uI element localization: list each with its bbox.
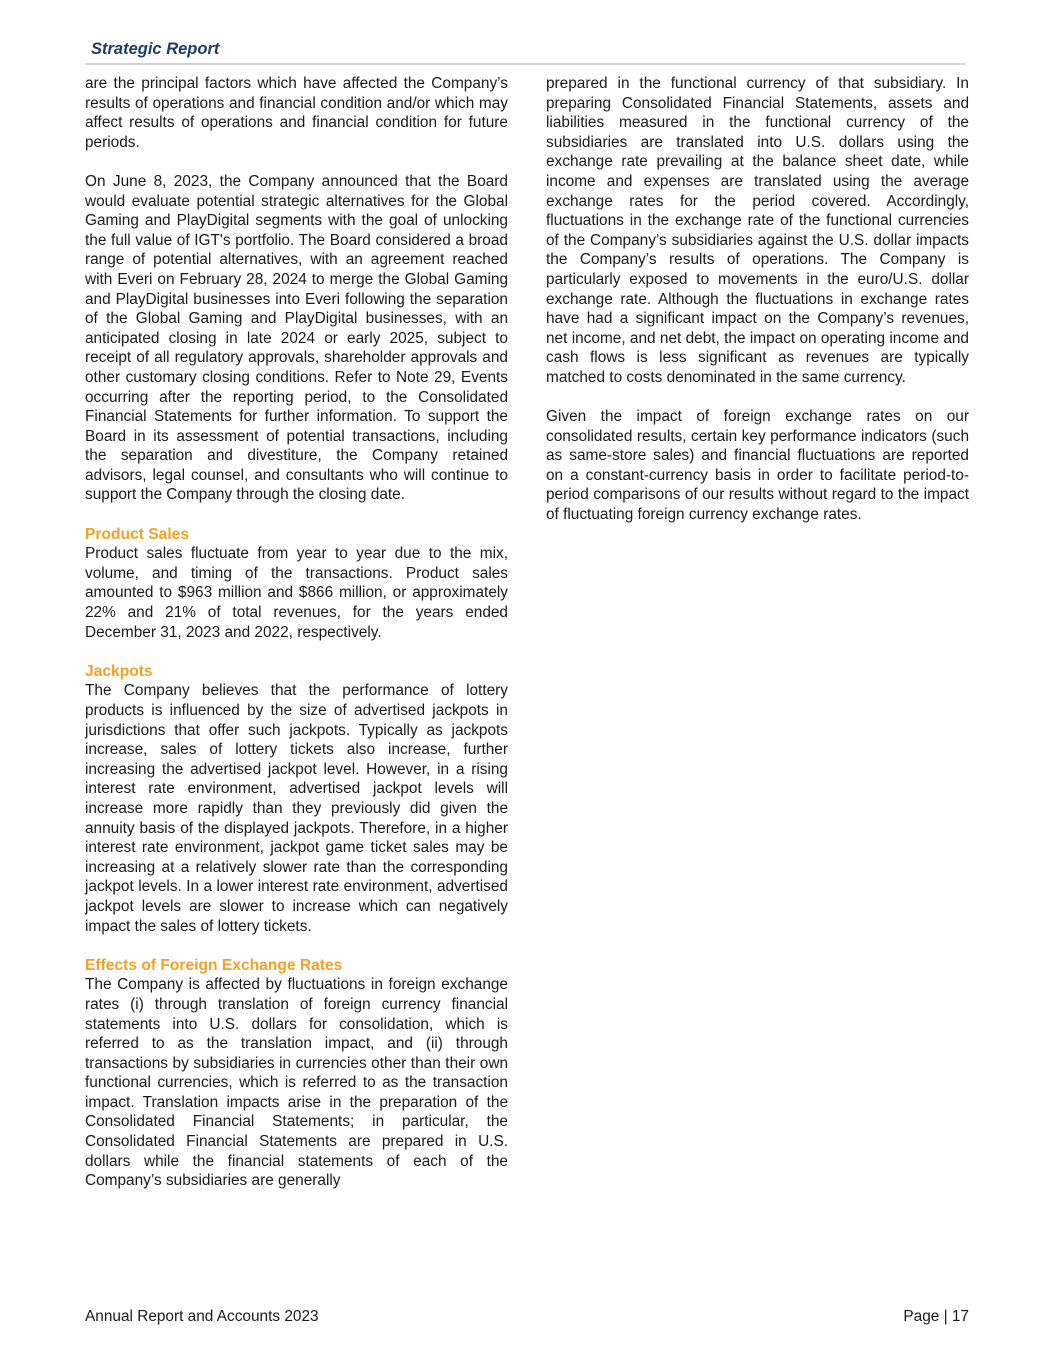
heading-foreign-exchange: Effects of Foreign Exchange Rates: [85, 956, 343, 974]
paragraph: Product sales fluctuate from year to year due to the mix, volume, and timing of the transactions. Product sales amounted to $963 million and $866 million, or approximately 22% and 21% of total revenues, for the years ended December 31, 2023 and 2022, respectively.: [85, 545, 508, 641]
section-header: Strategic Report: [91, 40, 220, 58]
paragraph: The Company believes that the performance of lottery products is influenced by the size of advertised jackpots in jurisdictions that offer such jackpots. Typically as jackpots increase, sales of lottery tickets also increase, further increasing the advertised jackpot level. However, in a rising interest rate environment, advertised jackpot levels will increase more rapidly than they previously did given the annuity basis of the displayed jackpots. Therefore, in a higher interest rate environment, jackpot game ticket sales may be increasing at a relatively slower rate than the corresponding jackpot levels. In a lower interest rate environment, advertised jackpot levels are slower to increase which can negatively impact the sales of lottery tickets.: [85, 682, 508, 935]
heading-product-sales: Product Sales: [85, 525, 189, 543]
footer-title: Annual Report and Accounts 2023: [85, 1308, 319, 1325]
page-number: Page | 17: [903, 1308, 969, 1325]
paragraph: prepared in the functional currency of that subsidiary. In preparing Consolidated Financial Statements, assets and liabilities measured in the functional currency of the subsidiaries are translated into U.S. dollars using the exchange rate prevailing at the balance sheet date, while income and expenses are translated using the average exchange rates for the period covered. Accordingly, fluctuations in the exchange rate of the functional currencies of the Company’s subsidiaries against the U.S. dollar impacts the Company’s results of operations. The Company is particularly exposed to movements in the euro/U.S. dollar exchange rate. Although the fluctuations in exchange rates have had a significant impact on the Company’s revenues, net income, and net debt, the impact on operating income and cash flows is less significant as revenues are typically matched to costs denominated in the same currency.: [546, 75, 969, 386]
left-column: [85, 74, 508, 1210]
header-divider: [85, 63, 965, 65]
paragraph: are the principal factors which have affected the Company’s results of operations and financial condition and/or which may affect results of operations and financial condition for future periods.: [85, 75, 508, 151]
paragraph: The Company is affected by fluctuations in foreign exchange rates (i) through translation of foreign currency financial statements into U.S. dollars for consolidation, which is referred to as the translation impact, and (ii) through transactions by subsidiaries in currencies other than their own functional currencies, which is referred to as the transaction impact. Translation impacts arise in the preparation of the Consolidated Financial Statements; in particular, the Consolidated Financial Statements are prepared in U.S. dollars while the financial statements of each of the Company’s subsidiaries are generally: [85, 976, 508, 1190]
paragraph: Given the impact of foreign exchange rates on our consolidated results, certain key performance indicators (such as same-store sales) and financial fluctuations are reported on a constant-currency basis in order to facilitate period-to-period comparisons of our results without regard to the impact of fluctuating foreign currency exchange rates.: [546, 408, 969, 524]
heading-jackpots: Jackpots: [85, 662, 153, 680]
right-column: [546, 74, 969, 544]
paragraph: On June 8, 2023, the Company announced that the Board would evaluate potential strategic alternatives for the Global Gaming and PlayDigital segments with the goal of unlocking the full value of IGT's portfolio. The Board considered a broad range of potential alternatives, with an agreement reached with Everi on February 28, 2024 to merge the Global Gaming and PlayDigital businesses into Everi following the separation of the Global Gaming and PlayDigital businesses, with an anticipated closing in late 2024 or early 2025, subject to receipt of all regulatory approvals, shareholder approvals and other customary closing conditions. Refer to Note 29, Events occurring after the reporting period, to the Consolidated Financial Statements for further information. To support the Board in its assessment of potential transactions, including the separation and divestiture, the Company retained advisors, legal counsel, and consultants who will continue to support the Company through the closing date.: [85, 172, 508, 504]
